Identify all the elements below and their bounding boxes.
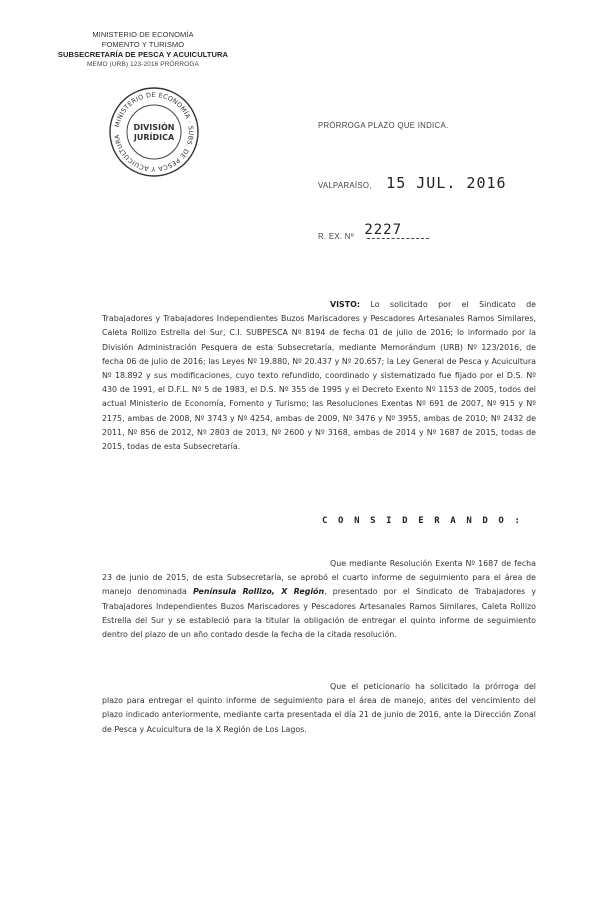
- division-juridica-stamp: [108, 86, 200, 178]
- subsecretariat-name: SUBSECRETARÍA DE PESCA Y ACUICULTURA: [57, 50, 229, 59]
- date-value: 15 JUL. 2016: [386, 174, 507, 192]
- resolution-title: PRÓRROGA PLAZO QUE INDICA.: [318, 121, 449, 130]
- ministry-subtitle: FOMENTO Y TURISMO: [101, 40, 185, 49]
- memo-reference: MEMO (URB) 123-2016 PRÓRROGA: [87, 61, 199, 68]
- rex-label: R. EX. Nº: [318, 232, 354, 241]
- rex-line: [318, 222, 429, 244]
- considerando-p2-text: Que el peticionario ha solicitado la prórroga del plazo para entregar el quinto informe de seguimiento para el área de manejo, antes del vencimiento del plazo indicado anteriormente, mediante carta presentada el día 21 de junio de 2016, ante la Dirección Zonal de Pesca y Acuicultura de la X Región de Los Lagos.: [102, 682, 536, 734]
- stamp-center-line2: JURÍDICA: [133, 133, 175, 142]
- date-place: VALPARAÍSO,: [318, 181, 372, 190]
- considerando-p1-end: , presentado por el Sindicato de Trabajadores y Trabajadores Independientes Buzos Mariscadores y Pescadores Artesanales Ramos Similares, Caleta Rollizo Estrella del Sur y se estableció para la titular la obligación de entregar el quinto informe de seguimiento dentro del plazo de un año contado desde la fecha de la citada resolución.: [102, 587, 537, 640]
- considerando-paragraph-1: [102, 557, 536, 642]
- stamp-center-line1: DIVISIÓN: [133, 123, 175, 132]
- ministry-name: MINISTERIO DE ECONOMÍA: [92, 30, 194, 39]
- considerando-paragraph-2: [102, 680, 536, 737]
- stamp-ring-text: MINISTERIO DE ECONOMÍA · SUBS. DE PESCA Y ACUICULTURA: [113, 90, 196, 174]
- rex-number: 2227: [364, 222, 403, 238]
- considerando-heading: C O N S I D E R A N D O :: [322, 516, 523, 526]
- visto-paragraph: [102, 298, 536, 454]
- considerando-p1-start: Que mediante Resolución Exenta Nº 1687 de fecha 23 de junio de 2015, de esta Subsecretaría, se aprobó el cuarto informe de seguimiento para el área de manejo denominada: [102, 559, 536, 597]
- letterhead: [38, 30, 248, 70]
- date-line: [318, 174, 507, 193]
- area-name: Península Rollizo, X Región: [192, 587, 325, 597]
- visto-text: Lo solicitado por el Sindicato de Trabajadores y Trabajadores Independientes Buzos Mariscadores y Pescadores Artesanales Ramos Similares, Caleta Rollizo Estrella del Sur, C.I. SUBPESCA Nº 8194 de fecha 01 de julio de 2016; lo informado por la División Administración Pesquera de esta Subsecretaría, mediante Memorándum (URB) Nº 123/2016, de fecha 06 de julio de 2016; las Leyes Nº 19.880, Nº 20.437 y Nº 20.657; la Ley General de Pesca y Acuicultura Nº 18.892 y sus modificaciones, cuyo texto refundido, coordinado y sistematizado fue fijado por el D.S. Nº 430 de 1991, el D.F.L. Nº 5 de 1983, el D.S. Nº 355 de 1995 y el Decreto Exento Nº 1153 de 2005, todos del actual Ministerio de Economía, Fomento y Turismo; las Resoluciones Exentas Nº 691 de 2007, Nº 915 y Nº 2175, ambas de 2008, Nº 3743 y Nº 4254, ambas de 2009, Nº 3476 y Nº 3955, ambas de 2010; Nº 2432 de 2011, Nº 856 de 2012, Nº 2803 de 2013, Nº 2600 y Nº 3168, ambas de 2014 y Nº 1687 de 2015, todas de 2015, todas de esta Subsecretaría.: [102, 300, 537, 452]
- visto-label: VISTO:: [330, 300, 360, 309]
